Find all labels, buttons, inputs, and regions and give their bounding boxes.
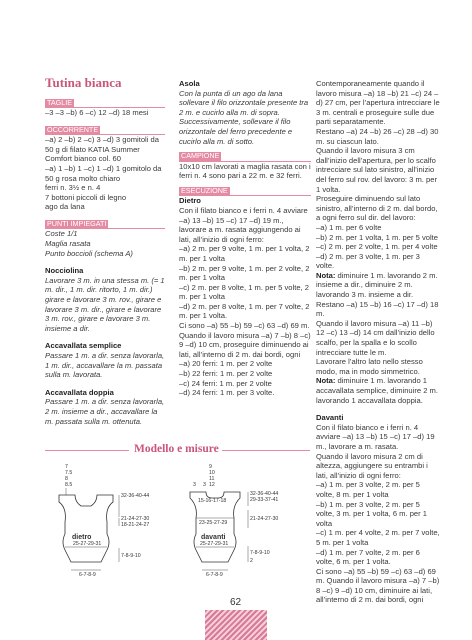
size-label: 3	[203, 482, 206, 488]
list-item: –b) 1 m. per 3 volte, 2 m. per 5 volte, 3 m. per 1 volta, 6 m. per 1 volta	[316, 499, 428, 528]
height-label: 2	[250, 558, 253, 564]
campione-label: CAMPIONE	[181, 151, 220, 161]
paragraph: Con il filato bianco e i ferri n. 4 avviare –a) 13 –b) 15 –c) 17 –d) 19 m., lavorare a m. rasata.	[316, 422, 435, 451]
size-label: 3	[193, 482, 196, 488]
width-label: 25-27-29-31	[73, 541, 102, 547]
paragraph: Restano –a) 24 –b) 26 –c) 28 –d) 30 m. su ciascun lato.	[316, 126, 439, 146]
accavallata-doppia-title: Accavallata doppia	[45, 387, 114, 397]
nocciolina-title: Nocciolina	[45, 266, 84, 276]
height-label: 7-8-9-10	[121, 553, 141, 559]
punti-line: Punto boccioli (schema A)	[45, 248, 133, 258]
dietro-list-item: –a) 2 m. per 9 volte, 1 m. per 1 volta, 2 m. per 1 volta	[179, 244, 310, 263]
paragraph: Contemporaneamente quando il lavoro misura –a) 18 –b) 21 –c) 24 –d) 27 cm, per l’apertura intrecciare le 3 m. centrali e proseguire sulle due parti separatamente.	[316, 79, 440, 127]
nota-text: diminuire 1 m. lavorando 2 m. insieme a dir., diminuire 2 m. lavorando 3 m. insieme a dir. Restano –a) 15 –b) 16 –c) 17 –d) 18 m.	[316, 270, 439, 319]
dietro-list2-item: –c) 24 ferri: 1 m. per 2 volte	[179, 378, 272, 388]
davanti-diagram	[176, 462, 311, 587]
page-number: 62	[230, 597, 242, 608]
height-label: 21-24-27-30	[250, 516, 279, 522]
dietro-list-item: –d) 2 m. per 8 volte, 1 m. per 7 volte, 2 m. per 1 volta.	[179, 301, 310, 321]
list-item: –d) 1 m. per 7 volte, 2 m. per 6 volte, 6 m. per 1 volta.	[316, 547, 420, 567]
accavallata-semplice-text: Passare 1 m. a dir. senza lavorarla, 1 m. dir., accavallare la m. passata sulla m. lavorata.	[45, 350, 165, 380]
size-label: 8.5	[65, 482, 73, 488]
paragraph: Ci sono –a) 55 –b) 59 –c) 63 –d) 69 m. Quando il lavoro misura –a) 7 –b) 8 –c) 9 –d) 10 cm, diminuire ai lati, all’interno di 2 m. dai bordi, ogni	[316, 566, 440, 605]
punti-line: Maglia rasata	[45, 239, 91, 249]
size-label: 8	[65, 476, 68, 482]
size-label: 11	[209, 476, 215, 482]
nota-label: Nota:	[316, 376, 336, 386]
taglie-label: TAGLIE	[47, 97, 73, 107]
dietro-continuation: Ci sono –a) 55 –b) 59 –c) 63 –d) 69 m. Quando il lavoro misura –a) 7 –b) 8 –c) 9 –d) 10 cm, proseguire diminuendo ai lati, all’interno di 2 m. dai bordi, ogni	[179, 321, 311, 359]
list-item: –c) 1 m. per 4 volte, 2 m. per 7 volte, 5 m. per 1 volta	[316, 528, 440, 547]
dietro-diagram	[45, 462, 170, 587]
nota-text: diminuire 1 m. lavorando 1 accavallata semplice, diminuire 2 m. lavorando 1 accavallata doppia.	[316, 376, 438, 405]
dietro-list2-item: –a) 20 ferri: 1 m. per 2 volte	[179, 359, 273, 369]
list-item: –b) 2 m. per 1 volta, 1 m. per 5 volte	[316, 232, 438, 242]
size-label: 7	[65, 464, 68, 470]
occorrente-line: ferri n. 3½ e n. 4	[45, 183, 101, 193]
paragraph: Quando il lavoro misura 3 cm dall’inizio dell’apertura, per lo scalfo intrecciare sul lato sinistro, all’inizio del ferro sul rov. del lavoro: 3 m. per 1 volta.	[316, 146, 437, 194]
schema-title: Modello e misure	[134, 443, 219, 455]
width-label: 6-7-8-9	[206, 572, 223, 578]
size-label: 12	[209, 482, 215, 488]
dietro-intro: Con il filato bianco e i ferri n. 4 avviare –a) 13 –b) 15 –c) 17 –d) 19 m., lavorare a m. rasata aggiungendo ai lati, all’inizio di ogni ferro:	[179, 205, 308, 244]
size-label: 7.5	[65, 470, 73, 476]
taglie-text: –3 –3 –b) 6 –c) 12 –d) 18 mesi	[45, 108, 149, 118]
knit-pattern-swatch	[205, 610, 267, 640]
width-label: 6-7-8-9	[79, 572, 96, 578]
divider	[222, 450, 310, 451]
divider	[45, 450, 129, 451]
paragraph: Lavorare l’altro lato nello stesso modo, ma in modo simmetrico.	[316, 357, 423, 376]
list-item: –a) 1 m. per 3 volte, 2 m. per 5 volte, 8 m. per 1 volta	[316, 480, 420, 499]
accavallata-semplice-title: Accavallata semplice	[45, 341, 122, 351]
size-label: 10	[209, 470, 215, 476]
list-item: –c) 2 m. per 2 volte, 1 m. per 4 volte	[316, 242, 438, 252]
dietro-list-item: –c) 2 m. per 8 volte, 1 m. per 5 volte, 2 m. per 1 volta	[179, 282, 309, 302]
esecuzione-label: ESECUZIONE	[181, 185, 228, 195]
nota-paragraph	[316, 271, 440, 319]
accavallata-doppia-text: Passare 1 m. a dir. senza lavorarla, 2 m. insieme a dir., accavallare la m. passata sulla m. ottenuta.	[45, 397, 165, 426]
dietro-title: Dietro	[179, 196, 201, 206]
occorrente-line: –a) 1 –b) 1 –c) 1 –d) 1 gomitolo da 50 g rosa molto chiaro	[45, 163, 162, 183]
width-label: 23-25-27-29	[199, 520, 228, 526]
davanti-label: davanti	[201, 534, 226, 541]
height-label: 21-24-27-30	[121, 516, 150, 522]
dietro-list-item: –b) 2 m. per 9 volte, 1 m. per 2 volte, 2 m. per 1 volta	[179, 263, 310, 283]
nota-label: Nota:	[316, 270, 336, 280]
occorrente-line: ago da lana	[45, 202, 85, 212]
asola-title: Asola	[179, 79, 200, 88]
davanti-title: Davanti	[316, 413, 344, 423]
list-item: –d) 2 m. per 3 volte, 1 m. per 3 volte.	[316, 251, 420, 271]
paragraph: Proseguire diminuendo sul lato sinistro, all’interno di 2 m. dal bordo, a ogni ferro sul dir. del lavoro:	[316, 194, 438, 223]
page-title: Tutina bianca	[45, 75, 122, 90]
height-label: 7-8-9-10	[250, 550, 270, 556]
column-2	[179, 79, 311, 398]
dietro-label: dietro	[72, 534, 92, 541]
occorrente-label: OCCORRENTE	[47, 124, 99, 134]
nocciolina-text: Lavorare 3 m. in una stessa m. (= 1 m. dir., 1 m. dir. ritorto, 1 m. dir.) girare e lavorare 3 m. rov., girare e lavorare 3 m. dir., girare e lavorare 3 m. rov., girare e lavorare 3 m. insieme a dir.	[45, 275, 165, 333]
size-label: 9	[209, 464, 212, 470]
nota-paragraph	[316, 376, 440, 405]
dietro-shape	[59, 495, 113, 562]
occorrente-line: –a) 2 –b) 2 –c) 3 –d) 3 gomitoli da 50 g di filato KATIA Summer Comfort bianco col. 60	[45, 135, 159, 164]
punti-line: Coste 1/1	[45, 229, 78, 239]
list-item: –a) 1 m. per 6 volte	[316, 222, 382, 232]
column-1	[45, 75, 165, 426]
height-label: 29-33-37-41	[250, 497, 279, 503]
height-label: 18-21-24-27	[121, 522, 150, 528]
height-label: 32-36-40-44	[250, 491, 279, 497]
width-label: 15-16-17-18	[198, 498, 227, 504]
paragraph: Quando il lavoro misura –a) 11 –b) 12 –c) 13 –d) 14 cm dall’inizio dello scalfo, per la spalla e lo scollo intrecciare tutte le m.	[316, 318, 435, 357]
campione-text: 10x10 cm lavorati a maglia rasata con i ferri n. 4 sono pari a 22 m. e 32 ferri.	[179, 161, 311, 181]
paragraph: Quando il lavoro misura 2 cm di altezza, aggiungere su entrambi i lati, all’inizio di ogni ferro:	[316, 451, 428, 480]
width-label: 25-27-29-31	[200, 541, 229, 547]
asola-text: Con la punta di un ago da lana sollevare il filo orizzontale presente tra 2 m. e cucirlo alla m. di sopra. Successivamente, sollevare il filo orizzontale del ferro precedente e cucirlo alla m. di sotto.	[179, 88, 309, 146]
column-3	[316, 79, 440, 605]
height-label: 32-36-40-44	[121, 493, 150, 499]
occorrente-line: 7 bottoni piccoli di legno	[45, 192, 127, 202]
punti-label: PUNTI IMPIEGATI	[47, 218, 107, 228]
dietro-list2-item: –d) 24 ferri: 1 m. per 3 volte.	[179, 388, 275, 398]
dietro-list2-item: –b) 22 ferri: 1 m. per 2 volte	[179, 369, 273, 379]
